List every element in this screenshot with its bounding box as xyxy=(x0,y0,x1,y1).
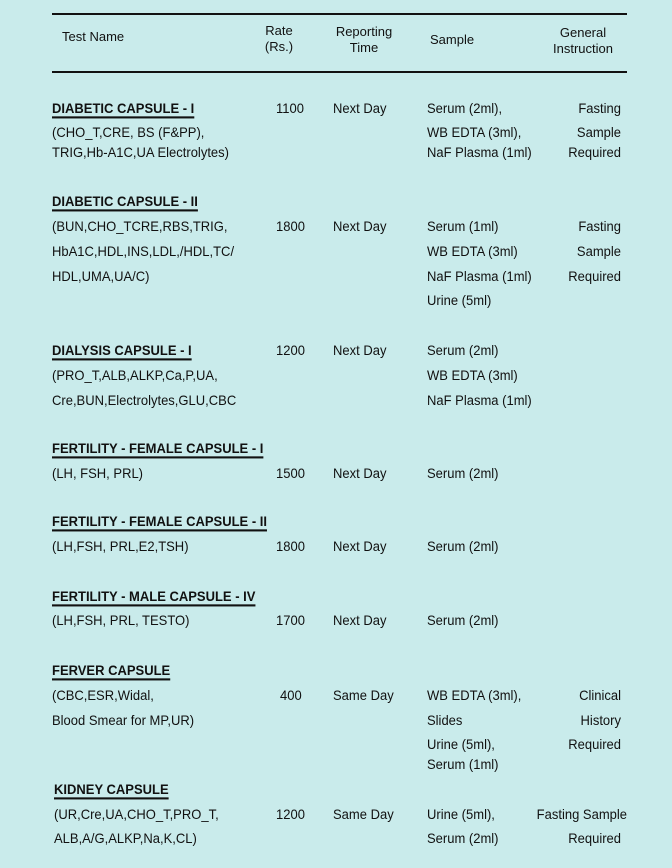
test-name: FERTILITY - MALE CAPSULE - IV xyxy=(52,588,256,605)
sample-line: Serum (2ml) xyxy=(427,538,499,555)
reporting-time: Next Day xyxy=(333,612,387,629)
header-rule xyxy=(52,71,627,73)
sample-line: Urine (5ml), xyxy=(427,736,495,753)
instruction-line: Required xyxy=(568,268,621,285)
reporting-time: Next Day xyxy=(333,342,387,359)
test-name: FERVER CAPSULE xyxy=(52,662,171,679)
sample-line: NaF Plasma (1ml) xyxy=(427,392,532,409)
test-rate: 400 xyxy=(280,687,302,704)
test-description-line: (LH,FSH, PRL, TESTO) xyxy=(52,612,190,629)
reporting-time: Next Day xyxy=(333,538,387,555)
test-rate: 1800 xyxy=(276,538,305,555)
sample-line: Serum (2ml), xyxy=(427,100,503,117)
instruction-line: Fasting xyxy=(578,218,621,235)
header-sample: Sample xyxy=(430,32,475,47)
sample-line: WB EDTA (3ml) xyxy=(427,243,518,260)
header-reporting-time: Reporting Time xyxy=(335,24,393,55)
sample-line: Urine (5ml), xyxy=(427,806,495,823)
top-rule xyxy=(52,13,627,15)
sample-line: NaF Plasma (1ml) xyxy=(427,268,532,285)
test-description-line: (CHO_T,CRE, BS (F&PP), xyxy=(52,124,205,141)
instruction-line: History xyxy=(580,712,621,729)
instruction-line: Required xyxy=(568,830,621,847)
instruction-line: Required xyxy=(568,144,621,161)
sample-line: Urine (5ml) xyxy=(427,292,492,309)
sample-line: NaF Plasma (1ml) xyxy=(427,144,532,161)
test-description-line: (BUN,CHO_TCRE,RBS,TRIG, xyxy=(52,218,228,235)
test-name: DIALYSIS CAPSULE - I xyxy=(52,342,192,359)
reporting-time: Next Day xyxy=(333,100,387,117)
test-description-line: (LH, FSH, PRL) xyxy=(52,465,144,482)
sample-line: Slides xyxy=(427,712,463,729)
test-name: DIABETIC CAPSULE - I xyxy=(52,100,195,117)
test-name: DIABETIC CAPSULE - II xyxy=(52,193,198,210)
test-description-line: HDL,UMA,UA/C) xyxy=(52,268,150,285)
reporting-time: Next Day xyxy=(333,465,387,482)
test-description-line: HbA1C,HDL,INS,LDL,/HDL,TC/ xyxy=(52,243,235,260)
sample-line: WB EDTA (3ml) xyxy=(427,367,518,384)
sample-line: WB EDTA (3ml), xyxy=(427,124,522,141)
test-description-line: ALB,A/G,ALKP,Na,K,CL) xyxy=(54,830,197,847)
test-description-line: (PRO_T,ALB,ALKP,Ca,P,UA, xyxy=(52,367,218,384)
reporting-time: Same Day xyxy=(333,806,394,823)
instruction-line: Sample xyxy=(576,243,621,260)
header-rate: Rate (Rs.) xyxy=(264,23,294,54)
header-test-name: Test Name xyxy=(62,29,125,44)
test-description-line: (LH,FSH, PRL,E2,TSH) xyxy=(52,538,189,555)
test-description-line: (UR,Cre,UA,CHO_T,PRO_T, xyxy=(54,806,219,823)
test-name: KIDNEY CAPSULE xyxy=(54,781,169,798)
sample-line: Serum (1ml) xyxy=(427,756,499,773)
test-name: FERTILITY - FEMALE CAPSULE - I xyxy=(52,440,264,457)
instruction-line: Fasting Sample xyxy=(536,806,627,823)
test-description-line: Blood Smear for MP,UR) xyxy=(52,712,195,729)
reporting-time: Next Day xyxy=(333,218,387,235)
sample-line: Serum (2ml) xyxy=(427,465,499,482)
instruction-line: Required xyxy=(568,736,621,753)
test-rate: 1500 xyxy=(276,465,305,482)
sample-line: WB EDTA (3ml), xyxy=(427,687,522,704)
test-rate: 1100 xyxy=(276,100,304,117)
test-rate: 1700 xyxy=(276,612,305,629)
sample-line: Serum (2ml) xyxy=(427,830,499,847)
test-description-line: Cre,BUN,Electrolytes,GLU,CBC xyxy=(52,392,237,409)
instruction-line: Sample xyxy=(576,124,621,141)
header-general-instruction: General Instruction xyxy=(553,25,613,56)
instruction-line: Fasting xyxy=(578,100,621,117)
sample-line: Serum (1ml) xyxy=(427,218,499,235)
instruction-line: Clinical xyxy=(579,687,621,704)
test-rate: 1800 xyxy=(276,218,305,235)
sample-line: Serum (2ml) xyxy=(427,612,499,629)
test-description-line: TRIG,Hb-A1C,UA Electrolytes) xyxy=(52,144,229,161)
test-description-line: (CBC,ESR,Widal, xyxy=(52,687,154,704)
test-rate: 1200 xyxy=(276,342,305,359)
test-rate: 1200 xyxy=(276,806,305,823)
sample-line: Serum (2ml) xyxy=(427,342,499,359)
test-name: FERTILITY - FEMALE CAPSULE - II xyxy=(52,513,267,530)
reporting-time: Same Day xyxy=(333,687,394,704)
